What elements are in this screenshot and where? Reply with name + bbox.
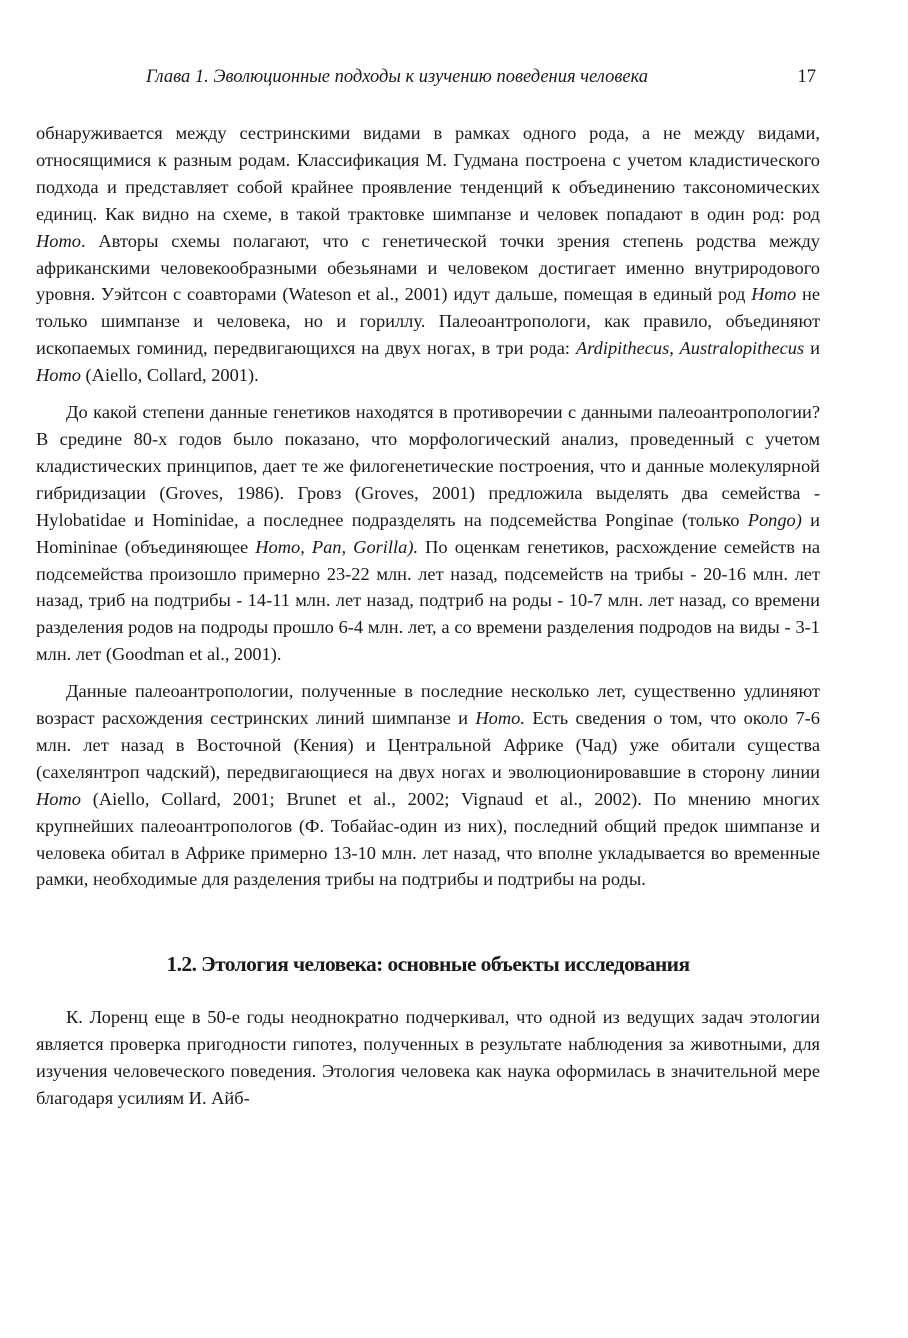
text-run: не только шимпанзе и человека, но и гориллу. Палеоантропологи, как правило, объединяют ископаемых гоминид, передвигающихся на двух ногах, в три рода: <box>36 284 820 359</box>
italic-term: Homo. <box>475 708 525 729</box>
italic-term: Homo <box>751 284 797 305</box>
italic-term: Pongo) <box>747 509 802 530</box>
text-run: и <box>804 338 820 359</box>
text-run: . Авторы схемы полагают, что с генетической точки зрения степень родства между африканскими человекообразными обезьянами и человеком достигает именно внутриродового уровня. Уэйтсон с соавторами (Wateson et al., 2001) идут дальше, помещая в единый род <box>36 230 820 305</box>
italic-term: Homo, Pan, Gorilla). <box>255 536 419 557</box>
paragraph-3 <box>36 678 820 893</box>
text-run: обнаруживается между сестринскими видами в рамках одного рода, а не между видами, относящимися к разным родам. Классификация М. Гудмана построена с учетом кладистического подхода и представляет собой крайнее проявление тенденций к объединению таксономических единиц. Как видно на схеме, в такой трактовке шимпанзе и человек попадают в один род: род <box>36 123 820 224</box>
text-run: По оценкам генетиков, расхождение семейств на подсемейства произошло примерно 23-22 млн. лет назад, подсемейств на трибы - 20-16 млн. лет назад, триб на подтрибы - 14-11 млн. лет назад, подтриб на роды - 10-7 млн. лет назад, со времени разделения родов на подроды прошло 6-4 млн. лет, а со времени разделения подродов на виды - 3-1 млн. лет (Goodman et al., 2001). <box>36 536 820 665</box>
section-heading: 1.2. Этология человека: основные объекты исследования <box>166 952 690 977</box>
text-run: К. Лоренц еще в 50-е годы неоднократно подчеркивал, что одной из ведущих задач этологии является проверка пригодности гипотез, полученных в результате наблюдения за животными, для изучения человеческого поведения. Этология человека как наука оформилась в значительной мере благодаря усилиям И. Айб- <box>36 1007 820 1109</box>
paragraph-4 <box>36 1004 820 1112</box>
italic-term: Homo <box>36 365 81 386</box>
text-run: До какой степени данные генетиков находятся в противоречии с данными палеоантропологии? В средине 80-х годов было показано, что морфологический анализ, проведенный с учетом кладистических принципов, дает те же филогенетические построения, что и данные молекулярной гибридизации (Groves, 1986). Гровз (Groves, 2001) предложила выделять два семейства - Hylobatidae и Hominidae, а последнее подразделять на подсемейства Ponginae (только <box>36 402 820 530</box>
text-run: (Aiello, Collard, 2001; Brunet et al., 2002; Vignaud et al., 2002). По мнению многих крупнейших палеоантропологов (Ф. Тобайас-один из них), последний общий предок шимпанзе и человека обитал в Африке примерно 13-10 млн. лет назад, что вполне укладывается во временные рамки, необходимые для разделения трибы на подтрибы и подтрибы на роды. <box>36 788 820 890</box>
text-run: (Aiello, Collard, 2001). <box>80 365 259 386</box>
text-run: Есть сведения о том, что около 7-6 млн. лет назад в Восточной (Кения) и Центральной Африке (Чад) уже обитали существа (сахелянтроп чадский), передвигающиеся на двух ногах и эволюционировавшие в сторону линии <box>36 708 820 782</box>
italic-term: Homo <box>36 788 81 809</box>
italic-term: Homo <box>36 230 81 251</box>
italic-term: Ardipithecus, Australopithecus <box>575 338 805 359</box>
body-text <box>36 120 820 1112</box>
text-run: Данные палеоантропологии, полученные в последние несколько лет, существенно удлиняют возраст расхождения сестринских линий шимпанзе и <box>36 681 820 729</box>
page-number: 17 <box>797 67 816 87</box>
running-head <box>36 62 820 92</box>
paragraph-1 <box>36 120 820 389</box>
paragraph-2 <box>36 399 820 668</box>
running-title: Глава 1. Эволюционные подходы к изучению поведения человека <box>146 67 649 87</box>
text-run: и Homininae (объединяющее <box>36 509 820 557</box>
